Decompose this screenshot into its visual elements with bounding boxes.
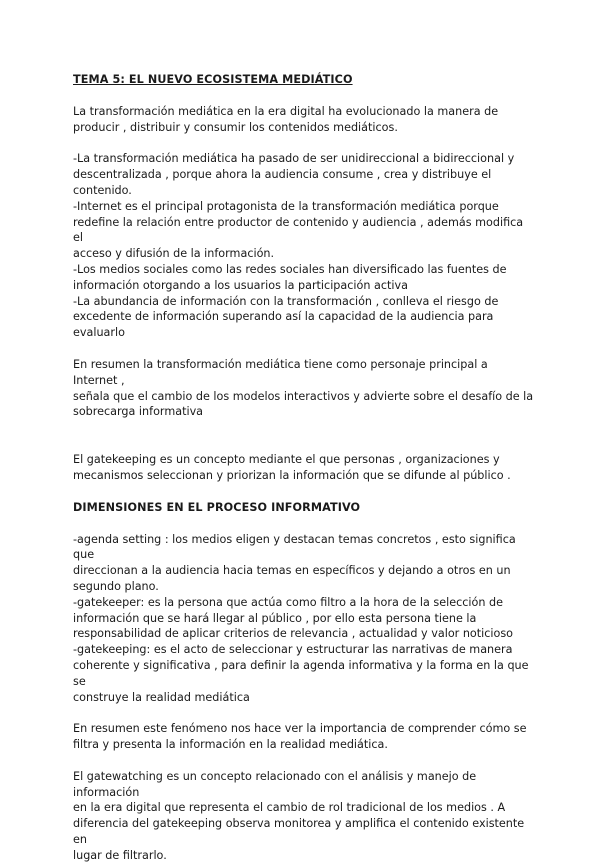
summary-paragraph-1: En resumen la transformación mediática tiene como personaje principal a Internet , señala que el cambio de los modelos interactivos y advierte sobre el desafío de la sobrecarga informativa bbox=[73, 357, 534, 419]
gatewatching-paragraph: El gatewatching es un concepto relacionado con el análisis y manejo de información en la era digital que representa el cambio de rol tradicional de los medios . A diferencia del gatekeeping observa monitorea y amplifica el contenido existente en lugar de filtrarlo. bbox=[73, 769, 525, 862]
dimensions-bullets: -agenda setting : los medios eligen y destacan temas concretos , esto significa que direccionan a la audiencia hacia temas en específicos y dejando a otros en un segundo plano. -gatekeeper: es la persona que actúa como filtro a la hora de la selección de información que se hará llegar al público , por ello esta persona tiene la responsabilidad de aplicar criterios de relevancia , actualidad y valor noticioso -gatekeeping: es el acto de seleccionar y estructurar las narrativas de manera coherente y significativa , para definir la agenda informativa y la forma en la que se construye la realidad mediática bbox=[73, 532, 529, 704]
intro-paragraph: La transformación mediática en la era digital ha evolucionado la manera de producir , distribuir y consumir los contenidos mediáticos. bbox=[73, 104, 499, 134]
document-page bbox=[73, 70, 535, 864]
section-heading-dimensiones: DIMENSIONES EN EL PROCESO INFORMATIVO bbox=[73, 500, 361, 514]
transformation-bullets: -La transformación mediática ha pasado de ser unidireccional a bidireccional y descentralizada , porque ahora la audiencia consume , crea y distribuye el contenido. -Internet es el principal protagonista de la transformación mediática porque redefine la relación entre productor de contenido y audiencia , además modifica el acceso y difusión de la información. -Los medios sociales como las redes sociales han diversificado las fuentes de información otorgando a los usuarios la participación activa -La abundancia de información con la transformación , conlleva el riesgo de excedente de información superando así la capacidad de la audiencia para evaluarlo bbox=[73, 152, 524, 340]
summary-paragraph-2: En resumen este fenómeno nos hace ver la importancia de comprender cómo se filtra y presenta la información en la realidad mediática. bbox=[73, 722, 527, 752]
gatekeeping-definition: El gatekeeping es un concepto mediante el que personas , organizaciones y mecanismos seleccionan y priorizan la información que se difunde al público . bbox=[73, 453, 511, 482]
document-title: TEMA 5: EL NUEVO ECOSISTEMA MEDIÁTICO bbox=[73, 73, 353, 86]
